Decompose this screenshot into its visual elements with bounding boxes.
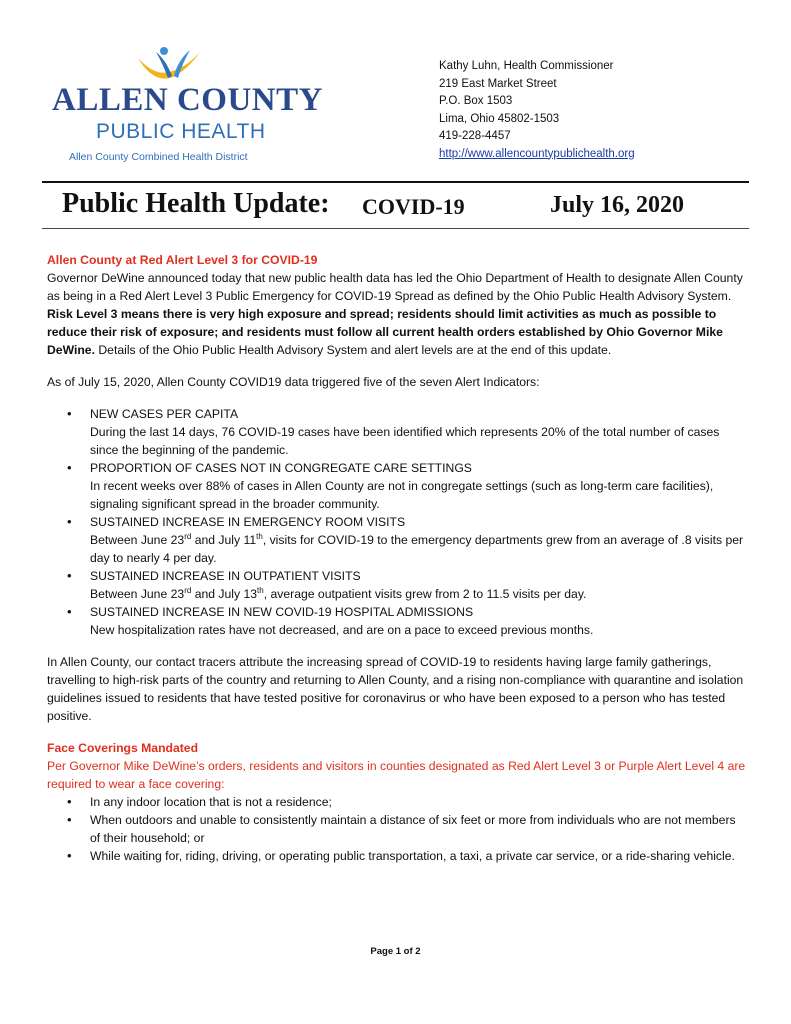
logo	[52, 44, 332, 169]
list-item	[47, 603, 747, 639]
list-item	[47, 513, 747, 567]
announcement-details-text: Details of the Ohio Public Health Advisory System and alert levels are at the end of this update.	[94, 343, 612, 357]
contact-block	[439, 58, 635, 163]
indicator-title: • SUSTAINED INCREASE IN EMERGENCY ROOM VISITS	[90, 515, 406, 529]
face-coverings-intro: Per Governor Mike DeWine’s orders, residents and visitors in counties designated as Red Alert Level 3 or Purple Alert Level 4 are required to wear a face covering:	[47, 759, 746, 791]
risk-level-bold-text: Risk Level 3 means there is very high exposure and spread; residents should limit activities as much as possible to reduce their risk of exposure; and residents must follow all current health orders established by Ohio Governor Mike DeWine.	[47, 307, 723, 357]
list-item	[47, 459, 747, 513]
indicator-desc: During the last 14 days, 76 COVID-19 cases have been identified which represents 20% of the total number of cases since the beginning of the pandemic.	[90, 425, 720, 457]
list-item: • When outdoors and unable to consistently maintain a distance of six feet or more from individuals who are not members of their household; or	[47, 811, 747, 847]
contact-name: Kathy Luhn, Health Commissioner	[439, 60, 614, 72]
header-rule-bottom	[42, 228, 749, 229]
document-body	[47, 251, 747, 865]
list-item: • While waiting for, riding, driving, or operating public transportation, a taxi, a private car service, or a ride-sharing vehicle.	[47, 847, 747, 865]
logo-district-text: Allen County Combined Health District	[69, 151, 248, 163]
section-heading-red-alert: Allen County at Red Alert Level 3 for COVID-19	[47, 253, 318, 267]
title-date: July 16, 2020	[550, 192, 685, 218]
section-heading-face-coverings: Face Coverings Mandated	[47, 741, 199, 755]
title-main: Public Health Update:	[62, 188, 330, 219]
indicator-title: • SUSTAINED INCREASE IN NEW COVID-19 HOSPITAL ADMISSIONS	[90, 605, 474, 619]
indicator-desc: Between June 23rd and July 11th, visits for COVID-19 to the emergency departments grew from an average of .8 visits per day to nearly 4 per day.	[90, 531, 744, 565]
contact-street: 219 East Market Street	[439, 77, 557, 90]
indicator-desc: In recent weeks over 88% of cases in Allen County are not in congregate settings (such as long-term care facilities), signaling significant spread in the broader community.	[90, 479, 714, 511]
indicator-title: • PROPORTION OF CASES NOT IN CONGREGATE CARE SETTINGS	[90, 461, 472, 475]
list-item: • In any indoor location that is not a residence;	[47, 793, 747, 811]
page-title	[62, 186, 702, 226]
contact-pobox: P.O. Box 1503	[439, 95, 513, 107]
contact-tracers-paragraph: In Allen County, our contact tracers attribute the increasing spread of COVID-19 to residents having large family gatherings, travelling to high-risk parts of the country and returning to Allen County, and a rising non-compliance with quarantine and isolation guidelines issued to residents that have tested positive for coronavirus or who have been exposed to a person who has tested positive.	[47, 655, 744, 723]
indicator-desc: New hospitalization rates have not decreased, and are on a pace to exceed previous months.	[90, 623, 594, 637]
face-covering-list	[47, 793, 747, 865]
title-topic: COVID-19	[362, 194, 465, 219]
logo-sub-text: PUBLIC HEALTH	[96, 120, 266, 143]
list-item	[47, 405, 747, 459]
contact-city: Lima, Ohio 45802-1503	[439, 112, 560, 125]
indicator-list	[47, 405, 747, 639]
indicator-title: • NEW CASES PER CAPITA	[90, 407, 239, 421]
announcement-paragraph	[47, 269, 747, 359]
indicator-title: • SUSTAINED INCREASE IN OUTPATIENT VISITS	[90, 569, 361, 583]
contact-phone: 419-228-4457	[439, 130, 511, 142]
header-rule-top	[42, 181, 749, 183]
announcement-text: Governor DeWine announced today that new public health data has led the Ohio Department of Health to designate Allen County as being in a Red Alert Level 3 Public Emergency for COVID-19 Spread as defined by the Ohio Public Health Advisory System.	[47, 271, 743, 303]
list-item	[47, 567, 747, 603]
indicators-intro: As of July 15, 2020, Allen County COVID19 data triggered five of the seven Alert Indicators:	[47, 375, 540, 389]
page-number: Page 1 of 2	[370, 946, 421, 957]
website-link[interactable]: http://www.allencountypublichealth.org	[439, 147, 635, 160]
indicator-desc: Between June 23rd and July 13th, average outpatient visits grew from 2 to 11.5 visits per day.	[90, 585, 587, 601]
logo-main-text: ALLEN COUNTY	[52, 82, 323, 118]
